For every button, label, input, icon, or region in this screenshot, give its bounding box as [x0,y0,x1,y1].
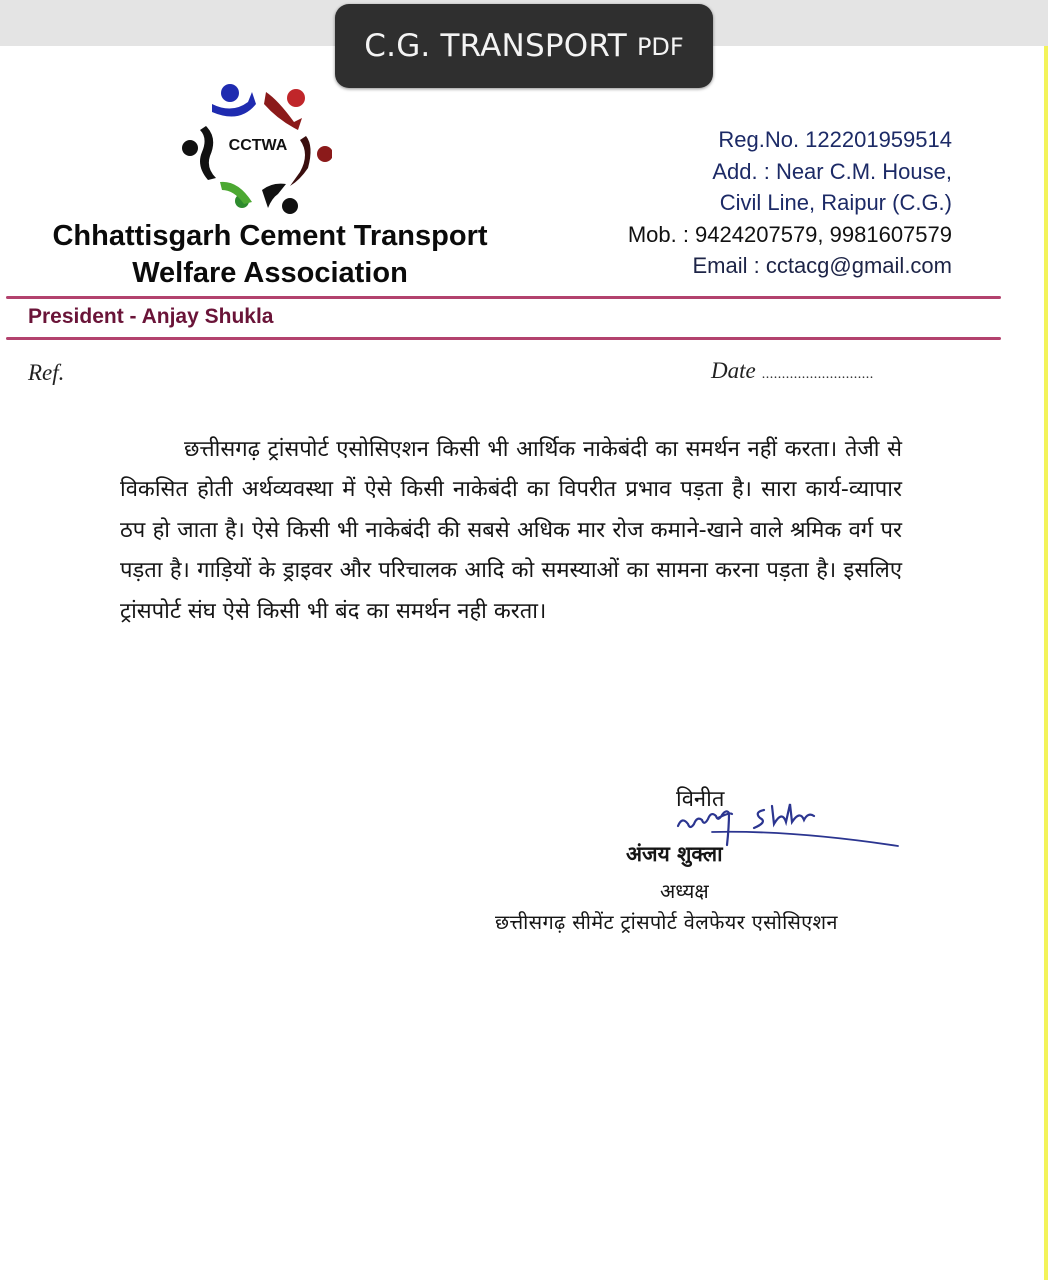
email-address: Email : cctacg@gmail.com [692,253,952,278]
signer-organization: छत्तीसगढ़ सीमेंट ट्रांसपोर्ट वेलफेयर एसोसिएशन [495,910,838,934]
closing-salutation: विनीत [676,787,725,812]
date-value: ............................ [761,367,874,382]
organization-name-line1: Chhattisgarh Cement Transport [52,220,488,252]
document-type: PDF [636,33,684,61]
date-label: Date [711,358,756,383]
document-title-badge [335,4,713,88]
date-field [711,358,874,384]
logo-head-black-left [182,140,198,156]
address-line-1: Add. : Near C.M. House, [712,158,952,184]
reference-label: Ref. [28,360,65,385]
header-divider-bottom [6,337,1001,340]
logo-head-black-right [282,198,298,214]
contact-block [628,124,952,282]
address-line-2: Civil Line, Raipur (C.G.) [719,190,952,215]
registration-number: Reg.No. 122201959514 [718,127,952,152]
mobile-numbers: Mob. : 9424207579, 9981607579 [627,221,952,247]
document-title: C.G. TRANSPORT [364,28,627,64]
logo-head-red [287,89,305,107]
letter-body: छत्तीसगढ़ ट्रांसपोर्ट एसोसिएशन किसी भी आर्थिक नाकेबंदी का समर्थन नहीं करता। तेजी से विकसित होती अर्थव्यवस्था में ऐसे किसी नाकेबंदी का विपरीत प्रभाव पड़ता है। सारा कार्य-व्यापार ठप हो जाता है। ऐसे किसी भी नाकेबंदी की सबसे अधिक मार रोज कमाने-खाने वाले श्रमिक वर्ग पर पड़ता है। गाड़ियों के ड्राइवर और परिचालक आदि को समस्याओं का सामना करना पड़ता है। इसलिए ट्रांसपोर्ट संघ ऐसे किसी भी बंद का समर्थन नही करता। [120,437,902,624]
logo-head-blue [221,84,239,102]
organization-name-line2: Welfare Association [132,257,408,289]
page-edge-highlight [1044,46,1048,1280]
header-divider-top [6,296,1001,299]
logo-arm-black-left [200,126,216,180]
signer-designation: अध्यक्ष [660,879,709,903]
organization-name [20,218,520,292]
logo-head-maroon [317,146,332,162]
signer-name: अंजय शुक्ला [626,842,723,866]
logo-text: CCTWA [228,137,288,154]
president-name: President - Anjay Shukla [28,305,274,328]
